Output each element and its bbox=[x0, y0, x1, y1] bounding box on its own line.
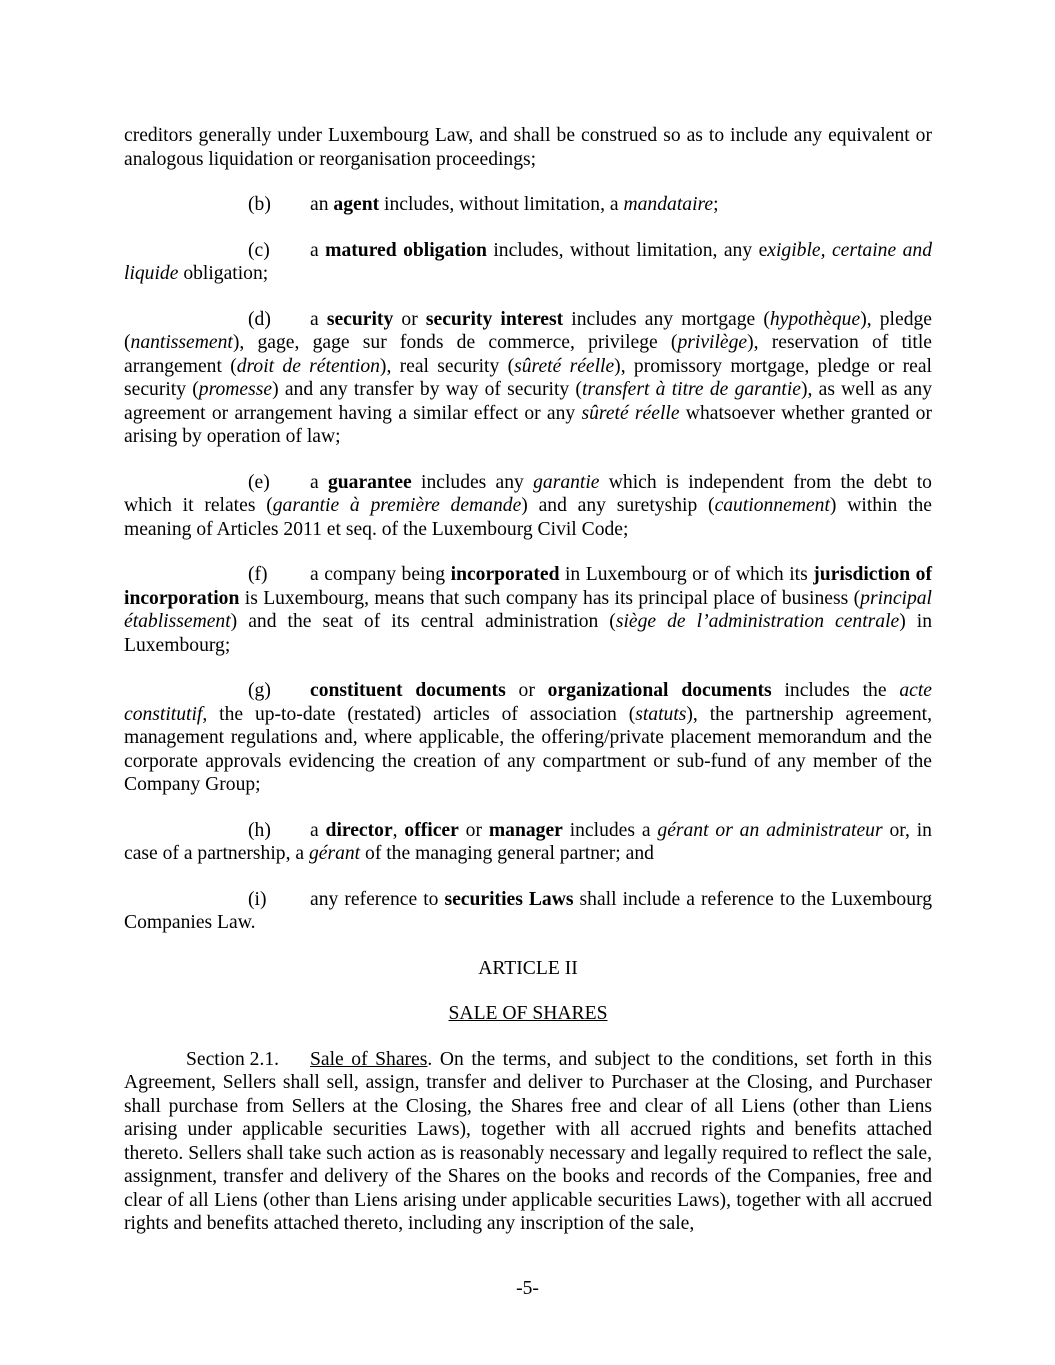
french-term: xigible, certaine and liquide bbox=[124, 239, 932, 284]
intro-paragraph: creditors generally under Luxembourg Law, and shall be construed so as to include any equivalent or analogous liquidation or reorganisation proceedings; bbox=[124, 125, 932, 170]
document-page bbox=[124, 124, 932, 1236]
item-text: a company being bbox=[310, 564, 451, 585]
section-body: . On the terms, and subject to the conditions, set forth in this Agreement, Sellers shall sell, assign, transfer and deliver to Purchaser at the Closing, and Purchaser shall purchase from Sellers at the Closing, the Shares free and clear of all Liens (other than Liens arising under applicable securities Laws), together with all accrued rights and benefits attached thereto. Sellers shall take such action as is reasonably necessary and legally required to reflect the sale, assignment, transfer and delivery of the Shares on the books and records of the Companies, free and clear of all Liens (other than Liens arising under applicable securities Laws), together with all accrued rights and benefits attached thereto, including any inscription of the sale, bbox=[124, 1048, 933, 1234]
item-text: includes, without limitation, a bbox=[379, 194, 624, 215]
item-number: (f) bbox=[248, 564, 268, 585]
item-text: obligation; bbox=[178, 263, 269, 284]
item-text: ) and any suretyship ( bbox=[521, 495, 715, 516]
item-number: (d) bbox=[248, 308, 271, 330]
definition-item bbox=[124, 471, 932, 542]
item-number: (h) bbox=[248, 819, 271, 841]
item-text: ) in Luxembourg; bbox=[124, 611, 932, 656]
defined-term: jurisdiction of incorporation bbox=[124, 564, 932, 609]
definition-item bbox=[124, 679, 932, 797]
item-text: , bbox=[392, 819, 405, 841]
french-term: gérant bbox=[308, 843, 361, 864]
item-text: includes, without limitation, any e bbox=[486, 239, 768, 261]
item-text: ), as well as any agreement or arrangement having a similar effect or any bbox=[124, 379, 932, 424]
item-text: a bbox=[310, 819, 326, 841]
french-term: droit de rétention bbox=[236, 355, 380, 377]
item-number: (e) bbox=[248, 471, 270, 493]
french-term: acte constitutif, bbox=[124, 680, 933, 725]
french-term: sûreté réelle bbox=[514, 355, 615, 377]
item-text: ) and the seat of its central administration ( bbox=[230, 611, 616, 632]
french-term: sûreté réelle bbox=[581, 402, 680, 424]
article-number: ARTICLE II bbox=[478, 957, 578, 979]
item-text: ; bbox=[713, 194, 719, 215]
defined-term: officer bbox=[404, 819, 459, 841]
defined-term: incorporated bbox=[450, 564, 560, 585]
definition-item bbox=[124, 239, 932, 286]
section-number: Section 2.1. bbox=[186, 1048, 280, 1070]
item-text: any reference to bbox=[310, 888, 445, 910]
defined-term: security interest bbox=[425, 308, 564, 330]
item-text: a bbox=[310, 239, 326, 261]
item-text: whatsoever whether granted or arising by operation of law; bbox=[124, 402, 932, 447]
item-text: ), reservation of title arrangement ( bbox=[124, 332, 932, 377]
definition-item bbox=[124, 888, 932, 935]
item-text: or, in case of a partnership, a bbox=[124, 819, 932, 864]
definition-item bbox=[124, 819, 932, 866]
item-text: the up-to-date (restated) articles of association ( bbox=[207, 703, 636, 725]
item-text: ), pledge ( bbox=[124, 308, 932, 353]
definitions-list bbox=[124, 171, 932, 935]
item-text: ), bbox=[686, 703, 698, 725]
french-term: siège de l’administration centrale bbox=[615, 611, 900, 632]
item-number: (i) bbox=[248, 888, 267, 910]
french-term: transfert à titre de garantie bbox=[581, 379, 801, 400]
item-text: includes any bbox=[411, 471, 534, 493]
item-text: ), real security ( bbox=[379, 355, 515, 377]
item-text: ), promissory mortgage, pledge or real security ( bbox=[124, 355, 932, 400]
defined-term: matured obligation bbox=[325, 239, 487, 261]
french-term: cautionnement bbox=[714, 495, 830, 516]
definition-item bbox=[124, 193, 932, 217]
french-term: hypothèque bbox=[769, 308, 861, 330]
definition-item bbox=[124, 308, 932, 449]
french-term: promesse bbox=[198, 379, 273, 400]
item-text: or bbox=[393, 308, 426, 330]
item-text: ) and any transfer by way of security ( bbox=[272, 379, 582, 400]
item-text: includes the bbox=[771, 680, 900, 701]
item-text: of the managing general partner; and bbox=[360, 843, 654, 864]
defined-term: constituent documents bbox=[310, 680, 506, 701]
defined-term: securities Laws bbox=[444, 888, 574, 910]
item-text: includes any mortgage ( bbox=[563, 308, 770, 330]
item-text: in Luxembourg or of which its bbox=[559, 564, 814, 585]
french-term: principal établissement bbox=[124, 587, 932, 632]
defined-term: organizational documents bbox=[547, 680, 772, 701]
item-text: shall include a reference to the Luxembourg Companies Law. bbox=[124, 888, 932, 933]
item-text: includes a bbox=[562, 819, 658, 841]
french-term: garantie bbox=[533, 471, 600, 493]
item-text: ) within the meaning of Articles 2011 et seq. of the Luxembourg Civil Code; bbox=[124, 495, 933, 540]
item-text: ), gage, gage sur fonds de commerce, privilege ( bbox=[232, 332, 678, 353]
french-term: gérant or an administrateur bbox=[657, 819, 883, 841]
definition-item bbox=[124, 563, 932, 657]
section-2-1-paragraph bbox=[124, 1048, 932, 1236]
item-text: or bbox=[505, 680, 548, 701]
item-number: (g) bbox=[248, 680, 271, 701]
item-number: (c) bbox=[248, 239, 270, 261]
defined-term: security bbox=[326, 308, 394, 330]
defined-term: agent bbox=[333, 194, 380, 215]
item-text: a bbox=[310, 471, 328, 493]
page-number: -5- bbox=[516, 1278, 539, 1299]
french-term: statuts bbox=[635, 703, 687, 725]
section-heading: Sale of Shares bbox=[310, 1048, 428, 1070]
item-text: which is independent from the debt to which it relates ( bbox=[124, 471, 932, 516]
french-term: mandataire bbox=[623, 194, 714, 215]
defined-term: manager bbox=[488, 819, 563, 841]
item-number: (b) bbox=[248, 194, 271, 215]
item-text: is Luxembourg, means that such company has its principal place of business ( bbox=[239, 587, 861, 609]
article-title: SALE OF SHARES bbox=[448, 1003, 608, 1024]
item-text: a bbox=[310, 308, 327, 330]
defined-term: director bbox=[325, 819, 393, 841]
item-text: or bbox=[458, 819, 489, 841]
french-term: privilège bbox=[677, 332, 748, 353]
item-text: an bbox=[310, 194, 334, 215]
french-term: garantie à première demande bbox=[272, 495, 522, 516]
french-term: nantissement bbox=[130, 332, 233, 353]
defined-term: guarantee bbox=[327, 471, 412, 493]
item-text: the partnership agreement, management regulations and, where applicable, the offering/private placement memorandum and the corporate approvals evidencing the creation of any compartment or sub-fund of any member of the Company Group; bbox=[124, 703, 932, 795]
